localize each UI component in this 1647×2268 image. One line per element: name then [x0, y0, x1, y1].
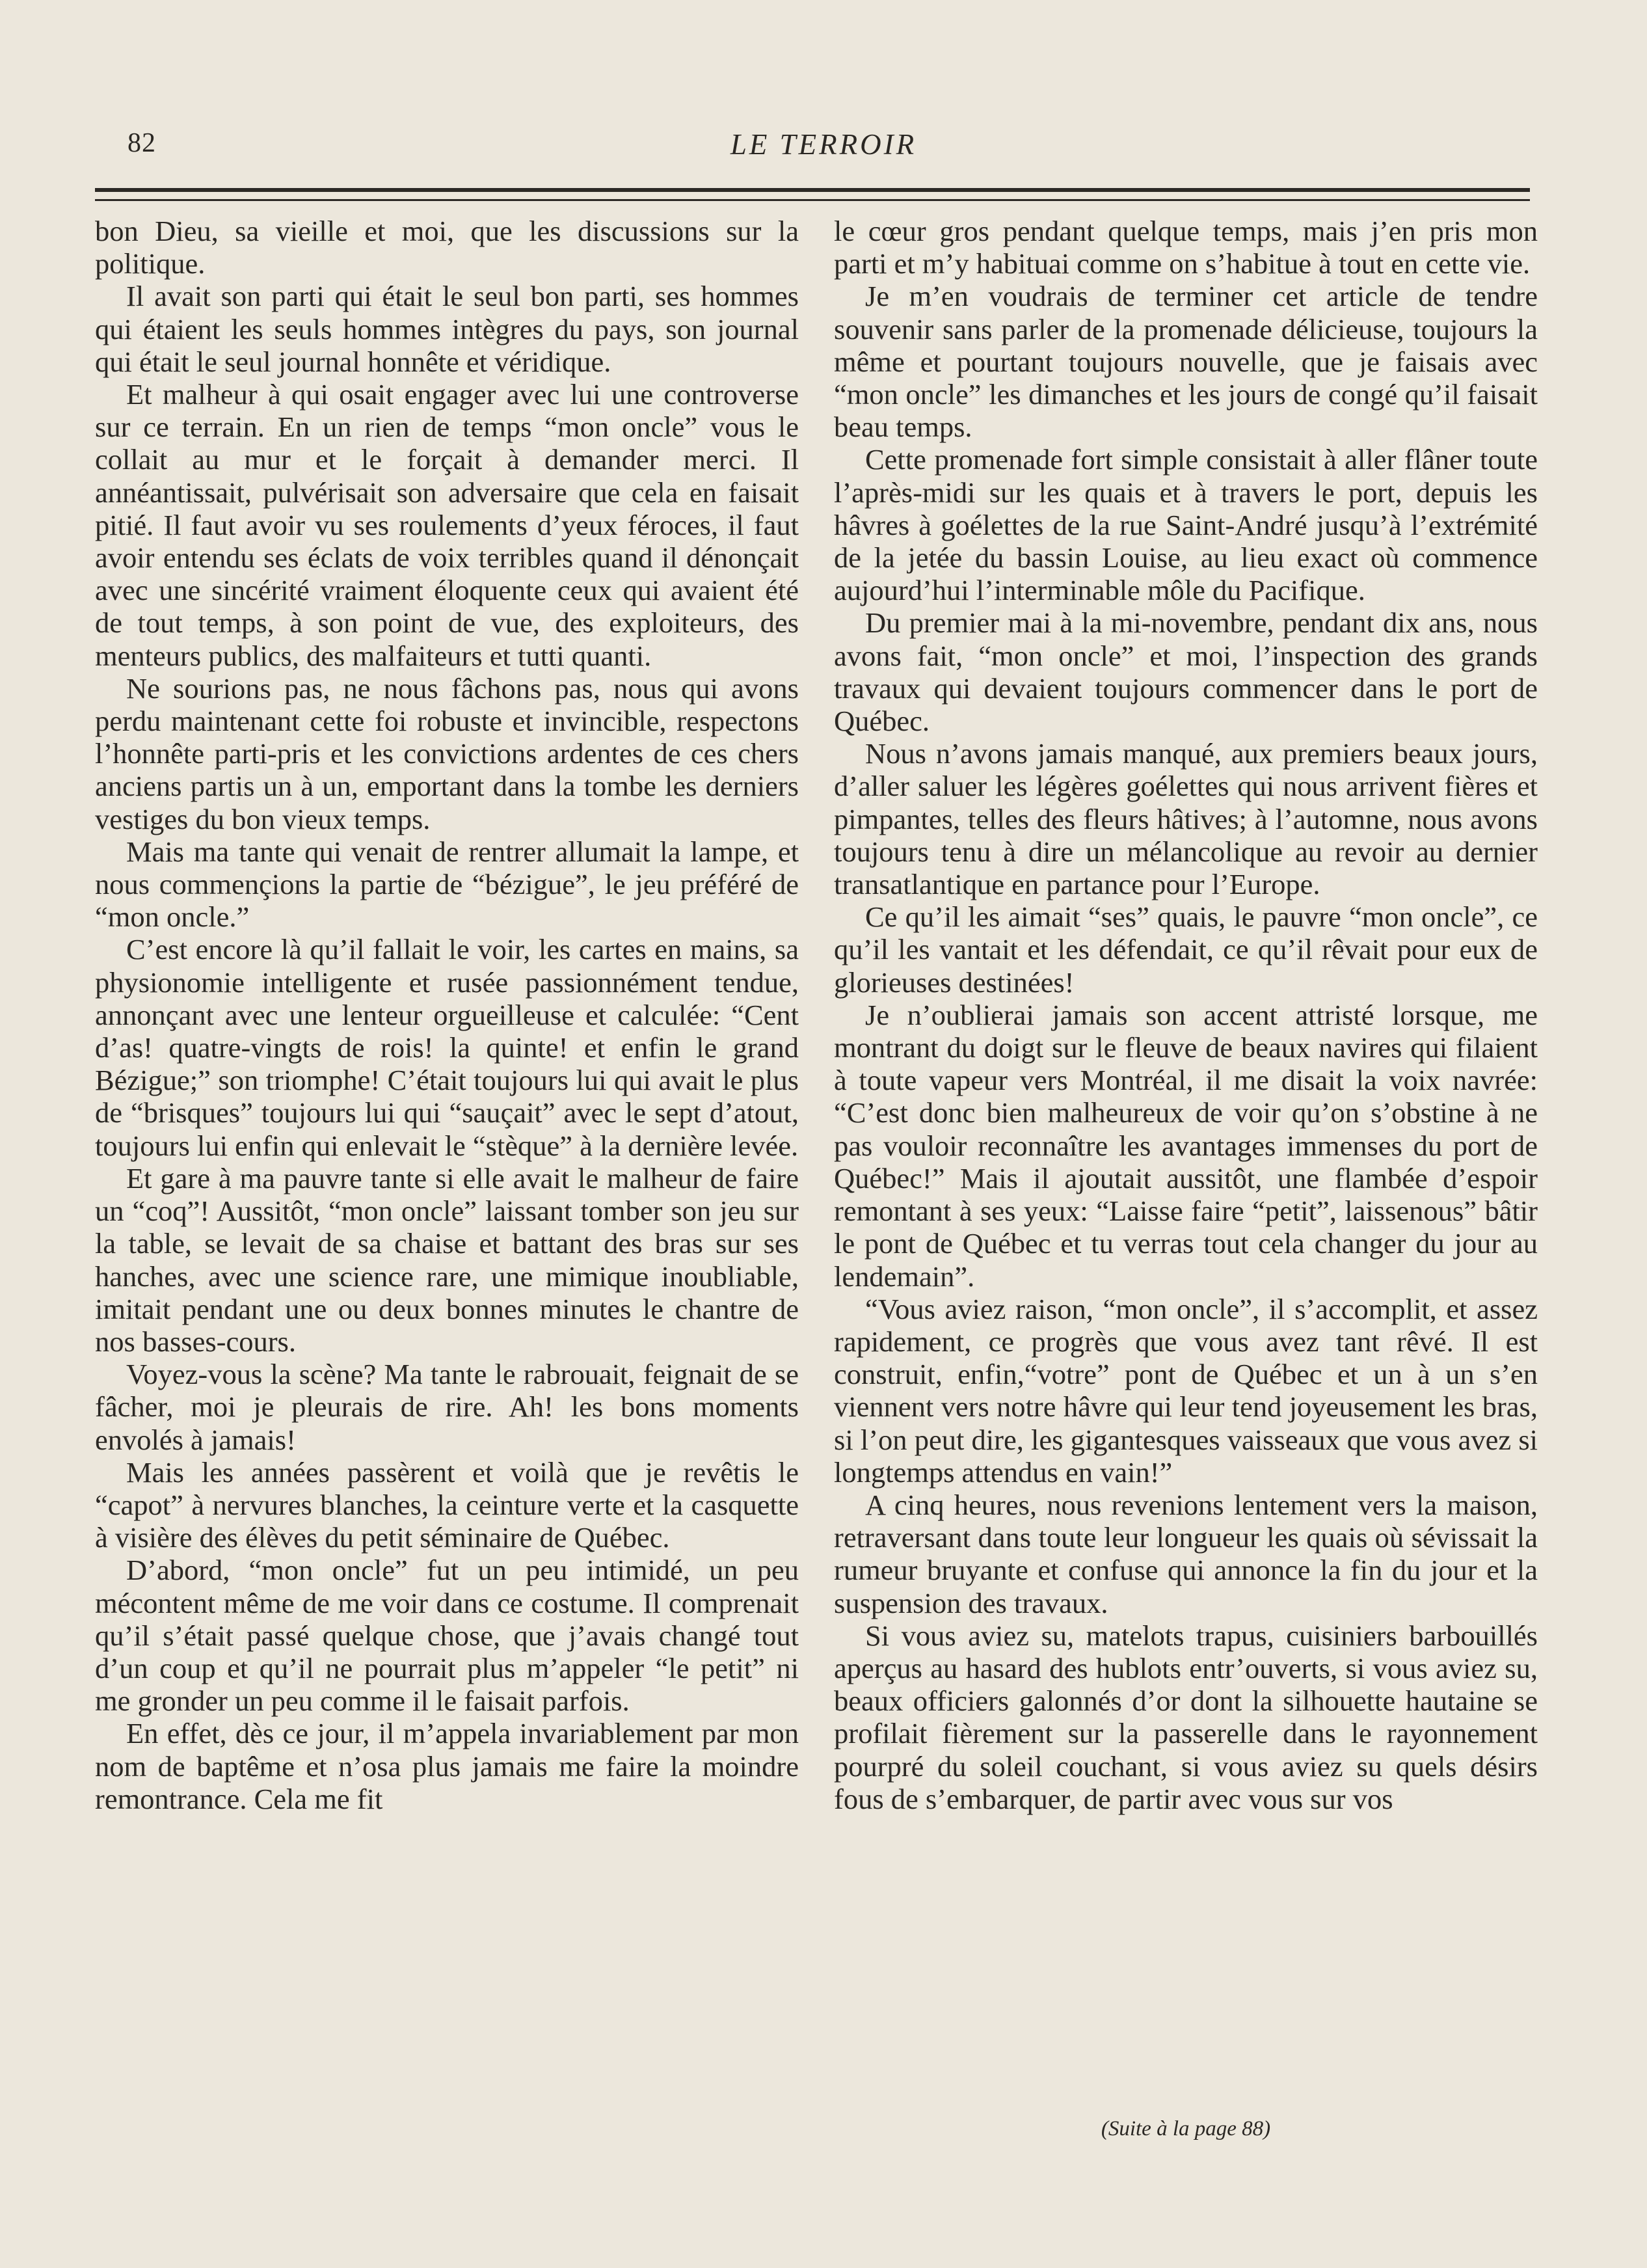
paragraph: Mais ma tante qui venait de rentrer allumait la lampe, et nous commençions la partie de “bézigue”, le jeu préféré de “mon oncle.”	[95, 835, 799, 934]
left-column	[95, 215, 799, 1815]
paragraph: Il avait son parti qui était le seul bon parti, ses hommes qui étaient les seuls hommes intègres du pays, son journal qui était le seul journal honnête et véridique.	[95, 280, 799, 378]
paragraph: C’est encore là qu’il fallait le voir, les cartes en mains, sa physionomie intelligente et rusée passionnément tendue, annonçant avec une lenteur orgueilleuse et calculée: “Cent d’as! quatre-vingts de rois! la quinte! et enfin le grand Bézigue;” son triomphe! C’était toujours lui qui avait le plus de “brisques” toujours lui qui “sauçait” avec le sept d’atout, toujours lui enfin qui enlevait le “stèque” à la dernière levée.	[95, 933, 799, 1162]
paragraph: Nous n’avons jamais manqué, aux premiers beaux jours, d’aller saluer les légères goélettes qui nous arrivent fières et pimpantes, telles des fleurs hâtives; à l’automne, nous avons toujours tenu à dire un mélancolique au revoir au dernier transatlantique en partance pour l’Europe.	[834, 737, 1538, 901]
paragraph: “Vous aviez raison, “mon oncle”, il s’accomplit, et assez rapidement, ce progrès que vous avez tant rêvé. Il est construit, enfin,“votre” pont de Québec et un à un s’en viennent vers notre hâvre qui leur tend joyeusement les bras, si l’on peut dire, les gigantesques vaisseaux que vous avez si longtemps attendus en vain!”	[834, 1292, 1538, 1489]
header-rule-thick	[95, 188, 1530, 192]
paragraph: Et malheur à qui osait engager avec lui une controverse sur ce terrain. En un rien de temps “mon oncle” vous le collait au mur et le forçait à demander merci. Il annéantissait, pulvérisait son adversaire que cela en faisait pitié. Il faut avoir vu ses roulements d’yeux féroces, il faut avoir entendu ses éclats de voix terribles quand il dénonçait avec une sincérité vraiment éloquente ceux qui avaient été de tout temps, à son point de vue, des exploiteurs, des menteurs publics, des malfaiteurs et tutti quanti.	[95, 378, 799, 672]
paragraph: Je n’oublierai jamais son accent attristé lorsque, me montrant du doigt sur le fleuve de beaux navires qui filaient à toute vapeur vers Montréal, il me disait la voix navrée: “C’est donc bien malheureux de voir qu’on s’obstine à ne pas vouloir reconnaître les avantages immenses du port de Québec!” Mais il ajoutait aussitôt, une flambée d’espoir remontant à ses yeux: “Laisse faire “petit”, laissenous” bâtir le pont de Québec et tu verras tout cela changer du jour au lendemain”.	[834, 998, 1538, 1293]
paragraph: Du premier mai à la mi-novembre, pendant dix ans, nous avons fait, “mon oncle” et moi, l’inspection des grands travaux qui devaient toujours commencer dans le port de Québec.	[834, 606, 1538, 738]
header-rule-thin	[95, 199, 1530, 201]
right-column	[834, 215, 1538, 1815]
page-number: 82	[127, 128, 156, 158]
paragraph: Mais les années passèrent et voilà que je revêtis le “capot” à nervures blanches, la ceinture verte et la casquette à visière des élèves du petit séminaire de Québec.	[95, 1455, 799, 1554]
paragraph: bon Dieu, sa vieille et moi, que les discussions sur la politique.	[95, 215, 799, 280]
running-head: LE TERROIR	[730, 128, 917, 161]
paragraph: En effet, dès ce jour, il m’appela invariablement par mon nom de baptême et n’osa plus jamais me faire la moindre remontrance. Cela me fit	[95, 1717, 799, 1815]
paragraph: Ce qu’il les aimait “ses” quais, le pauvre “mon oncle”, ce qu’il les vantait et les défendait, ce qu’il rêvait pour eux de glorieuses destinées!	[834, 900, 1538, 999]
paragraph: D’abord, “mon oncle” fut un peu intimidé, un peu mécontent même de me voir dans ce costume. Il comprenait qu’il s’était passé quelque chose, que j’avais changé tout d’un coup et qu’il ne pourrait plus m’appeler “le petit” ni me gronder un peu comme il le faisait parfois.	[95, 1554, 799, 1718]
paragraph: Voyez-vous la scène? Ma tante le rabrouait, feignait de se fâcher, moi je pleurais de rire. Ah! les bons moments envolés à jamais!	[95, 1358, 799, 1456]
paragraph: A cinq heures, nous revenions lentement vers la maison, retraversant dans toute leur longueur les quais où sévissait la rumeur bruyante et confuse qui annonce la fin du jour et la suspension des travaux.	[834, 1488, 1538, 1619]
paragraph: Je m’en voudrais de terminer cet article de tendre souvenir sans parler de la promenade délicieuse, toujours la même et pourtant toujours nouvelle, que je faisais avec “mon oncle” les dimanches et les jours de congé qu’il faisait beau temps.	[834, 280, 1538, 444]
paragraph: Et gare à ma pauvre tante si elle avait le malheur de faire un “coq”! Aussitôt, “mon oncle” laissant tomber son jeu sur la table, se levait de sa chaise et battant des bras sur ses hanches, avec une science rare, une mimique inoubliable, imitait pendant une ou deux bonnes minutes le chantre de nos basses-cours.	[95, 1161, 799, 1358]
paragraph: Cette promenade fort simple consistait à aller flâner toute l’après-midi sur les quais et à travers le port, depuis les hâvres à goélettes de la rue Saint-André jusqu’à l’extrémité de la jetée du bassin Louise, au lieu exact où commence aujourd’hui l’interminable môle du Pacifique.	[834, 443, 1538, 607]
continuation-note: (Suite à la page 88)	[1101, 2117, 1271, 2140]
paragraph: Ne sourions pas, ne nous fâchons pas, nous qui avons perdu maintenant cette foi robuste et invincible, respectons l’honnête parti-pris et les convictions ardentes de ces chers anciens partis un à un, emportant dans la tombe les derniers vestiges du bon vieux temps.	[95, 671, 799, 835]
paragraph: le cœur gros pendant quelque temps, mais j’en pris mon parti et m’y habituai comme on s’habitue à tout en cette vie.	[834, 215, 1538, 280]
paragraph: Si vous aviez su, matelots trapus, cuisiniers barbouillés aperçus au hasard des hublots entr’ouverts, si vous aviez su, beaux officiers galonnés d’or dont la silhouette hautaine se profilait fièrement sur la passerelle dans le rayonnement pourpré du soleil couchant, si vous aviez su quels désirs fous de s’embarquer, de partir avec vous sur vos	[834, 1619, 1538, 1815]
